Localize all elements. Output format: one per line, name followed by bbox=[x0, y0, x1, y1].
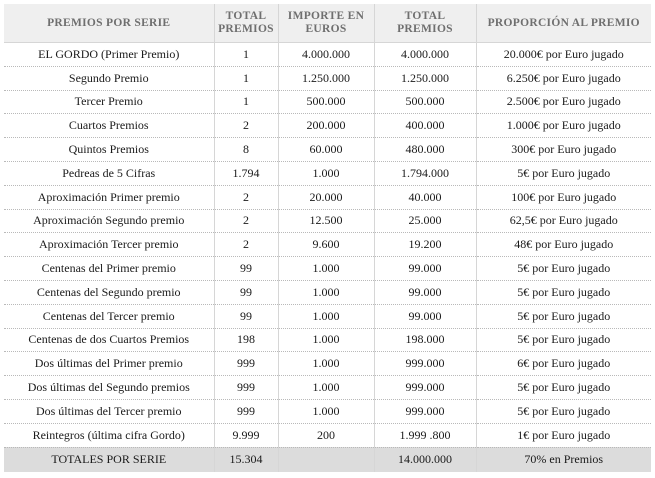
cell-proportion: 20.000€ por Euro jugado bbox=[476, 43, 651, 67]
cell-total-count: 8 bbox=[214, 138, 278, 162]
cell-total-count: 9.999 bbox=[214, 423, 278, 447]
cell-prize-name: Aproximación Primer premio bbox=[4, 185, 214, 209]
cell-total-count: 2 bbox=[214, 114, 278, 138]
cell-total-count: 999 bbox=[214, 399, 278, 423]
table-row bbox=[4, 66, 651, 90]
header-importe-euros: IMPORTE EN EUROS bbox=[278, 4, 374, 43]
cell-total-amount: 999.000 bbox=[374, 376, 476, 400]
table-row bbox=[4, 209, 651, 233]
cell-total-count: 1 bbox=[214, 43, 278, 67]
cell-prize-name: EL GORDO (Primer Premio) bbox=[4, 43, 214, 67]
cell-proportion: 2.500€ por Euro jugado bbox=[476, 90, 651, 114]
cell-prize-name: Aproximación Segundo premio bbox=[4, 209, 214, 233]
cell-amount: 1.000 bbox=[278, 257, 374, 281]
table-row bbox=[4, 185, 651, 209]
table-row bbox=[4, 114, 651, 138]
cell-amount: 200.000 bbox=[278, 114, 374, 138]
cell-amount: 1.000 bbox=[278, 352, 374, 376]
cell-total-amount: 198.000 bbox=[374, 328, 476, 352]
cell-proportion: 48€ por Euro jugado bbox=[476, 233, 651, 257]
cell-prize-name: Dos últimas del Segundo premios bbox=[4, 376, 214, 400]
totals-proportion: 70% en Premios bbox=[476, 447, 651, 472]
cell-prize-name: Segundo Premio bbox=[4, 66, 214, 90]
table-row bbox=[4, 280, 651, 304]
cell-amount: 500.000 bbox=[278, 90, 374, 114]
cell-prize-name: Centenas del Primer premio bbox=[4, 257, 214, 281]
table-row bbox=[4, 376, 651, 400]
cell-total-count: 99 bbox=[214, 304, 278, 328]
cell-total-count: 2 bbox=[214, 209, 278, 233]
cell-prize-name: Centenas de dos Cuartos Premios bbox=[4, 328, 214, 352]
cell-proportion: 5€ por Euro jugado bbox=[476, 376, 651, 400]
cell-total-amount: 19.200 bbox=[374, 233, 476, 257]
cell-total-count: 2 bbox=[214, 185, 278, 209]
header-proporcion: PROPORCIÓN AL PREMIO bbox=[476, 4, 651, 43]
table-row bbox=[4, 328, 651, 352]
cell-prize-name: Aproximación Tercer premio bbox=[4, 233, 214, 257]
table-row bbox=[4, 233, 651, 257]
cell-total-count: 999 bbox=[214, 376, 278, 400]
cell-proportion: 1.000€ por Euro jugado bbox=[476, 114, 651, 138]
cell-total-count: 99 bbox=[214, 257, 278, 281]
cell-proportion: 62,5€ por Euro jugado bbox=[476, 209, 651, 233]
cell-prize-name: Centenas del Segundo premio bbox=[4, 280, 214, 304]
table-row bbox=[4, 423, 651, 447]
cell-amount: 20.000 bbox=[278, 185, 374, 209]
cell-amount: 1.000 bbox=[278, 328, 374, 352]
cell-total-amount: 999.000 bbox=[374, 399, 476, 423]
cell-prize-name: Tercer Premio bbox=[4, 90, 214, 114]
cell-total-count: 99 bbox=[214, 280, 278, 304]
table-body bbox=[4, 43, 651, 448]
cell-prize-name: Quintos Premios bbox=[4, 138, 214, 162]
cell-amount: 1.000 bbox=[278, 376, 374, 400]
cell-prize-name: Centenas del Tercer premio bbox=[4, 304, 214, 328]
cell-amount: 4.000.000 bbox=[278, 43, 374, 67]
totals-row bbox=[4, 447, 651, 472]
cell-amount: 12.500 bbox=[278, 209, 374, 233]
prize-table bbox=[4, 4, 651, 472]
cell-total-amount: 480.000 bbox=[374, 138, 476, 162]
cell-amount: 1.000 bbox=[278, 399, 374, 423]
cell-total-count: 198 bbox=[214, 328, 278, 352]
cell-total-amount: 25.000 bbox=[374, 209, 476, 233]
table-row bbox=[4, 399, 651, 423]
table-row bbox=[4, 90, 651, 114]
cell-total-amount: 400.000 bbox=[374, 114, 476, 138]
cell-prize-name: Dos últimas del Tercer premio bbox=[4, 399, 214, 423]
cell-amount: 1.250.000 bbox=[278, 66, 374, 90]
header-row bbox=[4, 4, 651, 43]
cell-total-amount: 99.000 bbox=[374, 280, 476, 304]
cell-total-count: 1.794 bbox=[214, 161, 278, 185]
cell-amount: 1.000 bbox=[278, 304, 374, 328]
totals-total: 14.000.000 bbox=[374, 447, 476, 472]
cell-total-count: 1 bbox=[214, 90, 278, 114]
cell-amount: 200 bbox=[278, 423, 374, 447]
cell-total-amount: 1.794.000 bbox=[374, 161, 476, 185]
cell-amount: 60.000 bbox=[278, 138, 374, 162]
table-row bbox=[4, 352, 651, 376]
cell-total-count: 2 bbox=[214, 233, 278, 257]
cell-total-amount: 99.000 bbox=[374, 257, 476, 281]
header-total-premios-amount: TOTAL PREMIOS bbox=[374, 4, 476, 43]
cell-total-amount: 1.999 .800 bbox=[374, 423, 476, 447]
totals-count: 15.304 bbox=[214, 447, 278, 472]
cell-total-amount: 99.000 bbox=[374, 304, 476, 328]
totals-amount-empty bbox=[278, 447, 374, 472]
table-row bbox=[4, 257, 651, 281]
cell-total-amount: 1.250.000 bbox=[374, 66, 476, 90]
cell-proportion: 5€ por Euro jugado bbox=[476, 161, 651, 185]
cell-total-count: 1 bbox=[214, 66, 278, 90]
cell-proportion: 100€ por Euro jugado bbox=[476, 185, 651, 209]
cell-amount: 1.000 bbox=[278, 280, 374, 304]
cell-prize-name: Reintegros (última cifra Gordo) bbox=[4, 423, 214, 447]
table-row bbox=[4, 304, 651, 328]
cell-proportion: 1€ por Euro jugado bbox=[476, 423, 651, 447]
totals-label: TOTALES POR SERIE bbox=[4, 447, 214, 472]
cell-proportion: 300€ por Euro jugado bbox=[476, 138, 651, 162]
table-row bbox=[4, 138, 651, 162]
cell-total-amount: 500.000 bbox=[374, 90, 476, 114]
table-row bbox=[4, 161, 651, 185]
cell-prize-name: Cuartos Premios bbox=[4, 114, 214, 138]
cell-total-amount: 999.000 bbox=[374, 352, 476, 376]
cell-proportion: 5€ por Euro jugado bbox=[476, 257, 651, 281]
cell-total-amount: 40.000 bbox=[374, 185, 476, 209]
cell-total-amount: 4.000.000 bbox=[374, 43, 476, 67]
cell-proportion: 5€ por Euro jugado bbox=[476, 328, 651, 352]
cell-proportion: 6.250€ por Euro jugado bbox=[476, 66, 651, 90]
cell-prize-name: Dos últimas del Primer premio bbox=[4, 352, 214, 376]
cell-prize-name: Pedreas de 5 Cifras bbox=[4, 161, 214, 185]
header-total-premios: TOTAL PREMIOS bbox=[214, 4, 278, 43]
cell-proportion: 5€ por Euro jugado bbox=[476, 399, 651, 423]
cell-proportion: 6€ por Euro jugado bbox=[476, 352, 651, 376]
header-premios-por-serie: PREMIOS POR SERIE bbox=[4, 4, 214, 43]
cell-amount: 9.600 bbox=[278, 233, 374, 257]
table-row bbox=[4, 43, 651, 67]
cell-amount: 1.000 bbox=[278, 161, 374, 185]
cell-proportion: 5€ por Euro jugado bbox=[476, 304, 651, 328]
cell-total-count: 999 bbox=[214, 352, 278, 376]
cell-proportion: 5€ por Euro jugado bbox=[476, 280, 651, 304]
